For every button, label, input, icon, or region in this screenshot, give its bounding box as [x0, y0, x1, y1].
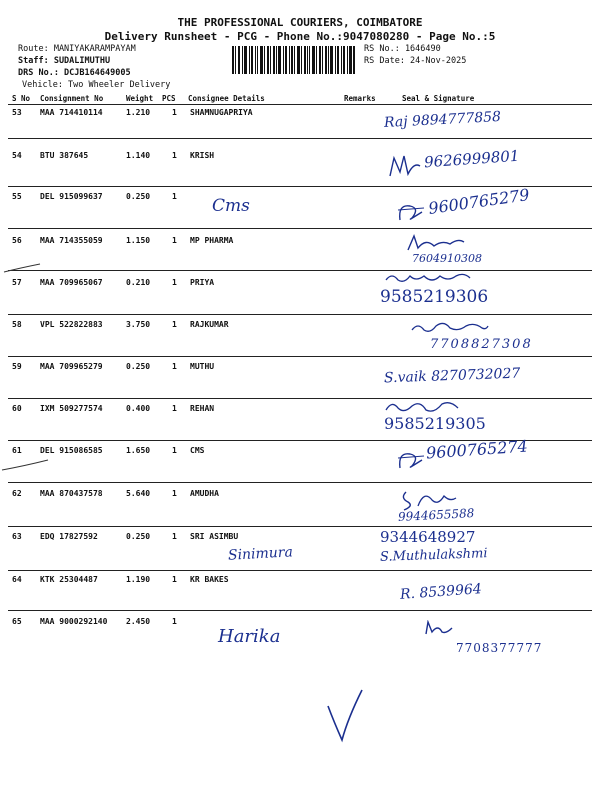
drs-label: DRS No.: DCJB164649005 [18, 68, 131, 78]
signature-scribble-icon [404, 232, 468, 254]
row-divider [8, 314, 592, 315]
col-weight: Weight [126, 94, 154, 103]
rs-date: RS Date: 24-Nov-2025 [364, 56, 467, 66]
handwritten-signature: 7604910308 [412, 252, 482, 265]
signature-scribble-icon [396, 448, 426, 474]
row-sno: 59 [12, 362, 22, 371]
row-consignee: RAJKUMAR [190, 320, 229, 329]
row-consignment: EDQ 17827592 [40, 532, 98, 541]
row-pcs: 1 [172, 192, 177, 201]
row-weight: 1.210 [126, 108, 151, 117]
handwritten-signature: 9600765274 [425, 436, 529, 463]
row-consignee: SRI ASIMBU [190, 532, 239, 541]
row-sno: 65 [12, 617, 22, 626]
row-sno: 63 [12, 532, 22, 541]
handwritten-signature: Raj 9894777858 [383, 108, 502, 132]
handwritten-signature: 9585219305 [384, 414, 486, 433]
row-pcs: 1 [172, 617, 177, 626]
handwritten-remark: Harika [218, 626, 281, 647]
handwritten-signature: R. 8539964 [399, 581, 483, 603]
row-sno: 56 [12, 236, 22, 245]
header-divider [8, 104, 592, 105]
handwritten-remark: Cms [212, 196, 250, 216]
row-consignee: CMS [190, 446, 205, 455]
signature-scribble-icon [384, 270, 472, 286]
runsheet-subtitle: Delivery Runsheet - PCG - Phone No.:9047080280 - Page No.:5 [104, 30, 496, 43]
row-consignee: SHAMNUGAPRIYA [190, 108, 253, 117]
row-sno: 60 [12, 404, 22, 413]
row-pcs: 1 [172, 532, 177, 541]
row-sno: 58 [12, 320, 22, 329]
row-divider [8, 356, 592, 357]
row-pcs: 1 [172, 575, 177, 584]
vehicle-label: Vehicle: Two Wheeler Delivery [22, 80, 171, 90]
row-pcs: 1 [172, 108, 177, 117]
handwritten-signature: 9344648927 [380, 528, 476, 546]
row-weight: 5.640 [126, 489, 151, 498]
row-weight: 0.400 [126, 404, 151, 413]
row-divider [8, 610, 592, 611]
row-consignee: PRIYA [190, 278, 215, 287]
row-consignment: KTK 25304487 [40, 575, 98, 584]
row-consignment: MAA 870437578 [40, 489, 103, 498]
row-weight: 0.250 [126, 532, 151, 541]
row-consignment: BTU 387645 [40, 151, 89, 160]
row-divider [8, 228, 592, 229]
row-sno: 53 [12, 108, 22, 117]
row-weight: 2.450 [126, 617, 151, 626]
row-consignment: DEL 915099637 [40, 192, 103, 201]
handwritten-signature: 9600765279 [427, 185, 531, 218]
handwritten-signature: 7708377777 [456, 641, 543, 655]
row-consignee: MP PHARMA [190, 236, 234, 245]
col-seal-signature: Seal & Signature [402, 94, 475, 103]
row-pcs: 1 [172, 362, 177, 371]
signature-scribble-icon [410, 318, 490, 336]
handwritten-signature: 9626999801 [423, 146, 520, 172]
pen-stroke-icon [0, 458, 50, 472]
row-consignment: MAA 709965279 [40, 362, 103, 371]
signature-scribble-icon [388, 152, 422, 182]
col-consignee: Consignee Details [188, 94, 265, 103]
row-divider [8, 186, 592, 187]
handwritten-signature: 7708827308 [430, 337, 533, 352]
row-pcs: 1 [172, 404, 177, 413]
col-remarks: Remarks [344, 94, 376, 103]
row-weight: 3.750 [126, 320, 151, 329]
row-consignee: KRISH [190, 151, 215, 160]
checkmark-icon [324, 688, 364, 744]
handwritten-signature: S.vaik 8270732027 [383, 365, 521, 387]
row-divider [8, 270, 592, 271]
staff-label: Staff: SUDALIMUTHU [18, 56, 111, 66]
row-pcs: 1 [172, 489, 177, 498]
row-sno: 54 [12, 151, 22, 160]
row-consignee: AMUDHA [190, 489, 219, 498]
route-label: Route: MANIYAKARAMPAYAM [18, 44, 136, 54]
col-sno: S No [12, 94, 31, 103]
row-consignee: KR BAKES [190, 575, 229, 584]
row-consignment: VPL 522822883 [40, 320, 103, 329]
row-consignment: MAA 714410114 [40, 108, 103, 117]
row-divider [8, 138, 592, 139]
row-consignment: IXM 509277574 [40, 404, 103, 413]
row-pcs: 1 [172, 320, 177, 329]
row-weight: 0.250 [126, 192, 151, 201]
company-title: THE PROFESSIONAL COURIERS, COIMBATORE [177, 16, 423, 29]
row-sno: 55 [12, 192, 22, 201]
row-weight: 1.650 [126, 446, 151, 455]
col-pcs: PCS [162, 94, 176, 103]
handwritten-remark: Sinimura [227, 544, 294, 564]
row-divider [8, 526, 592, 527]
row-consignment: MAA 9000292140 [40, 617, 108, 626]
row-consignment: DEL 915086585 [40, 446, 103, 455]
row-weight: 0.250 [126, 362, 151, 371]
row-pcs: 1 [172, 278, 177, 287]
row-divider [8, 482, 592, 483]
row-divider [8, 398, 592, 399]
row-sno: 57 [12, 278, 22, 287]
col-consignment: Consignment No [40, 94, 104, 103]
row-pcs: 1 [172, 236, 177, 245]
row-consignee: REHAN [190, 404, 215, 413]
signature-scribble-icon [396, 200, 426, 226]
row-weight: 0.210 [126, 278, 151, 287]
handwritten-signature: 9944655588 [397, 506, 475, 524]
row-divider [8, 570, 592, 571]
row-pcs: 1 [172, 151, 177, 160]
row-consignment: MAA 709965067 [40, 278, 103, 287]
row-consignee: MUTHU [190, 362, 215, 371]
signature-scribble-icon [424, 620, 454, 636]
row-consignment: MAA 714355059 [40, 236, 103, 245]
rs-number: RS No.: 1646490 [364, 44, 441, 54]
pen-stroke-icon [2, 262, 42, 274]
row-sno: 61 [12, 446, 22, 455]
row-pcs: 1 [172, 446, 177, 455]
row-weight: 1.190 [126, 575, 151, 584]
row-sno: 62 [12, 489, 22, 498]
handwritten-signature: S.Muthulakshmi [379, 546, 488, 565]
handwritten-signature: 9585219306 [380, 287, 489, 307]
row-weight: 1.150 [126, 236, 151, 245]
barcode [232, 46, 356, 74]
row-sno: 64 [12, 575, 22, 584]
row-weight: 1.140 [126, 151, 151, 160]
